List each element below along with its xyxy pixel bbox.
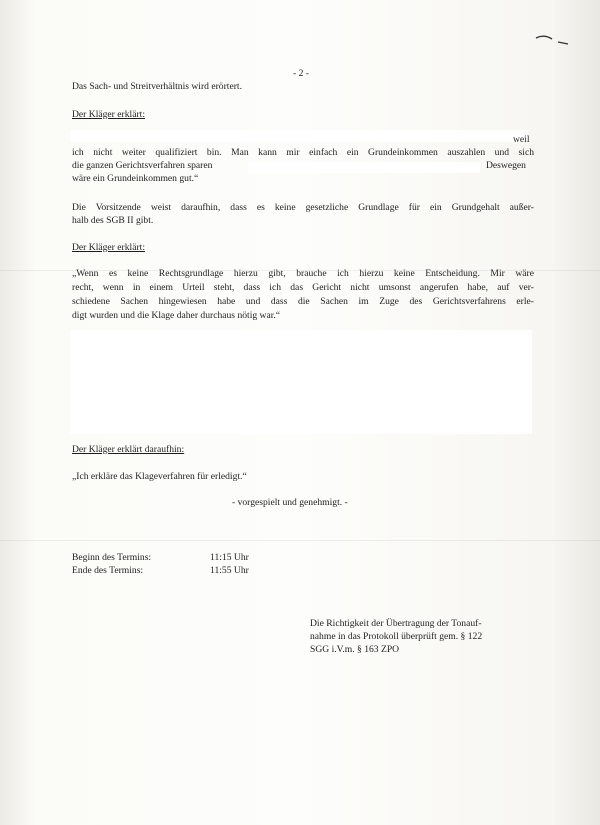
certification-line: Die Richtigkeit der Übertragung der Tonauf- xyxy=(310,618,482,629)
chair-statement-line: Die Vorsitzende weist daraufhin, dass es keine gesetzliche Grundlage für ein Grundgehalt außer- xyxy=(72,202,534,213)
begin-time: 11:15 Uhr xyxy=(210,552,249,563)
text-line: ich nicht weiter qualifiziert bin. Man kann mir einfach ein Grundeinkommen auszahlen und sich xyxy=(72,147,534,158)
section-heading: Der Kläger erklärt daraufhin: xyxy=(72,444,185,455)
end-time: 11:55 Uhr xyxy=(210,565,249,576)
quote-line: „Ich erkläre das Klageverfahren für erledigt.“ xyxy=(72,471,247,482)
quote-line: recht, wenn in einem Urteil steht, dass ich das Gericht nicht umsonst angerufen habe, auf ver- xyxy=(72,282,534,293)
approval-note: - vorgespielt und genehmigt. - xyxy=(232,497,348,508)
certification-line: SGG i.V.m. § 163 ZPO xyxy=(310,644,400,655)
quote-line: schiedene Sachen hingewiesen habe und dass die Sachen im Zuge des Gerichtsverfahrens erle- xyxy=(72,296,534,307)
text-line: wäre ein Grundeinkommen gut.“ xyxy=(72,173,199,184)
intro-text: Das Sach- und Streitverhältnis wird erörtert. xyxy=(72,81,242,92)
text-line: die ganzen Gerichtsverfahren sparen xyxy=(72,160,213,171)
pen-mark-icon xyxy=(534,30,574,52)
text-fragment: Deswegen xyxy=(486,160,526,171)
section-heading: Der Kläger erklärt: xyxy=(72,242,145,253)
quote-line: digt wurden und die Klage daher durchaus nötig war.“ xyxy=(72,310,281,321)
begin-label: Beginn des Termins: xyxy=(72,552,152,563)
chair-statement-line: halb des SGB II gibt. xyxy=(72,215,154,226)
redaction-box xyxy=(248,162,480,173)
certification-line: nahme in das Protokoll überprüft gem. § 122 xyxy=(310,631,483,642)
paper-fold-line xyxy=(0,540,600,541)
text-fragment: weil xyxy=(513,134,530,145)
redaction-box xyxy=(70,330,532,434)
redaction-box xyxy=(70,130,528,142)
end-label: Ende des Termins: xyxy=(72,565,144,576)
page-number: - 2 - xyxy=(293,68,309,79)
section-heading: Der Kläger erklärt: xyxy=(72,109,145,120)
quote-line: „Wenn es keine Rechtsgrundlage hierzu gibt, brauche ich hierzu keine Entscheidung. Mir wäre xyxy=(72,268,534,279)
